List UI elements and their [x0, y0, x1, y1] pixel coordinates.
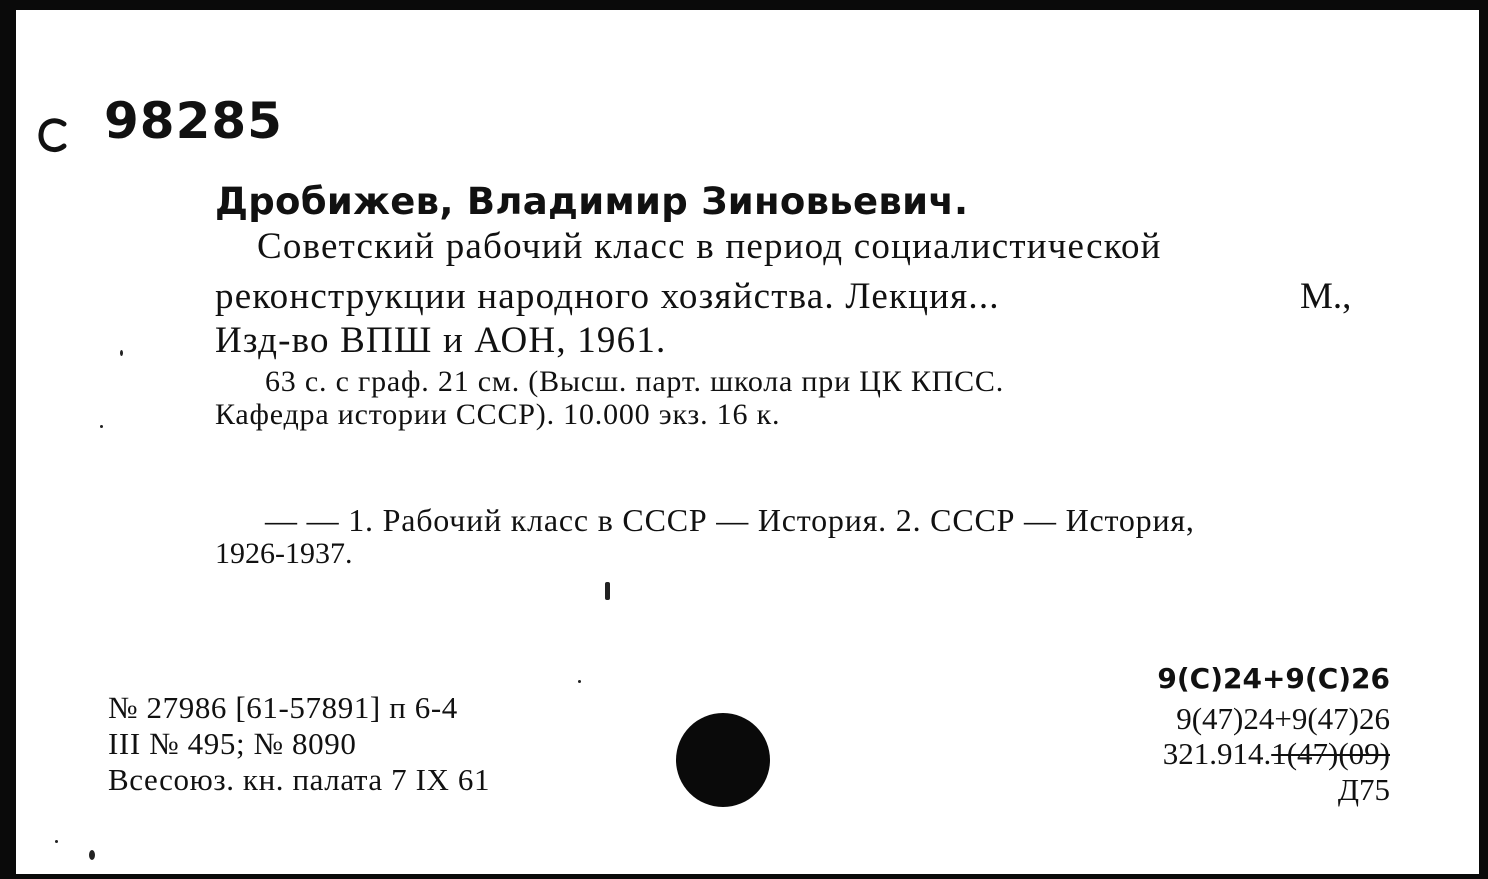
title-line-2: реконструкции народного хозяйства. Лекция...	[215, 276, 1000, 317]
physical-description-line-1: 63 с. с граф. 21 см. (Высш. парт. школа при ЦК КПСС.	[265, 365, 1005, 398]
handwritten-inventory-number: 98285	[104, 92, 283, 150]
handwritten-mark-icon	[36, 116, 72, 156]
speck	[55, 840, 58, 843]
subject-headings-line-1: — — 1. Рабочий класс в СССР — История. 2. СССР — История,	[265, 502, 1195, 538]
card-border-left	[0, 0, 16, 879]
card-border-top	[0, 0, 1488, 10]
speck	[578, 680, 581, 683]
classification-line-3	[1163, 736, 1390, 772]
punch-hole	[676, 713, 770, 807]
speck	[120, 350, 123, 356]
title-line-3: Изд-во ВПШ и АОН, 1961.	[215, 320, 667, 361]
classification-line-2: 9(47)24+9(47)26	[1176, 701, 1390, 736]
title-line-1: Советский рабочий класс в период социалистической	[257, 226, 1162, 267]
classification-line-4: Д75	[1337, 772, 1390, 807]
speck	[89, 850, 95, 860]
speck	[605, 582, 610, 600]
registration-line-3: Всесоюз. кн. палата 7 IX 61	[108, 762, 491, 797]
edition-place: М.,	[1300, 276, 1352, 317]
card-border-right	[1479, 0, 1488, 879]
classification-line-3-prefix: 321.914.	[1162, 736, 1272, 771]
registration-line-2: III № 495; № 8090	[108, 726, 357, 761]
classification-line-1: 9(С)24+9(С)26	[1157, 662, 1390, 695]
classification-line-3-struck: 1(47)(09)	[1271, 736, 1390, 771]
speck	[100, 425, 103, 428]
subject-headings-line-2: 1926-1937.	[215, 537, 353, 570]
author-heading: Дробижев, Владимир Зиновьевич.	[215, 180, 969, 223]
physical-description-line-2: Кафедра истории СССР). 10.000 экз. 16 к.	[215, 398, 781, 431]
card-border-bottom	[0, 874, 1488, 879]
registration-line-1: № 27986 [61-57891] п 6-4	[108, 690, 458, 725]
